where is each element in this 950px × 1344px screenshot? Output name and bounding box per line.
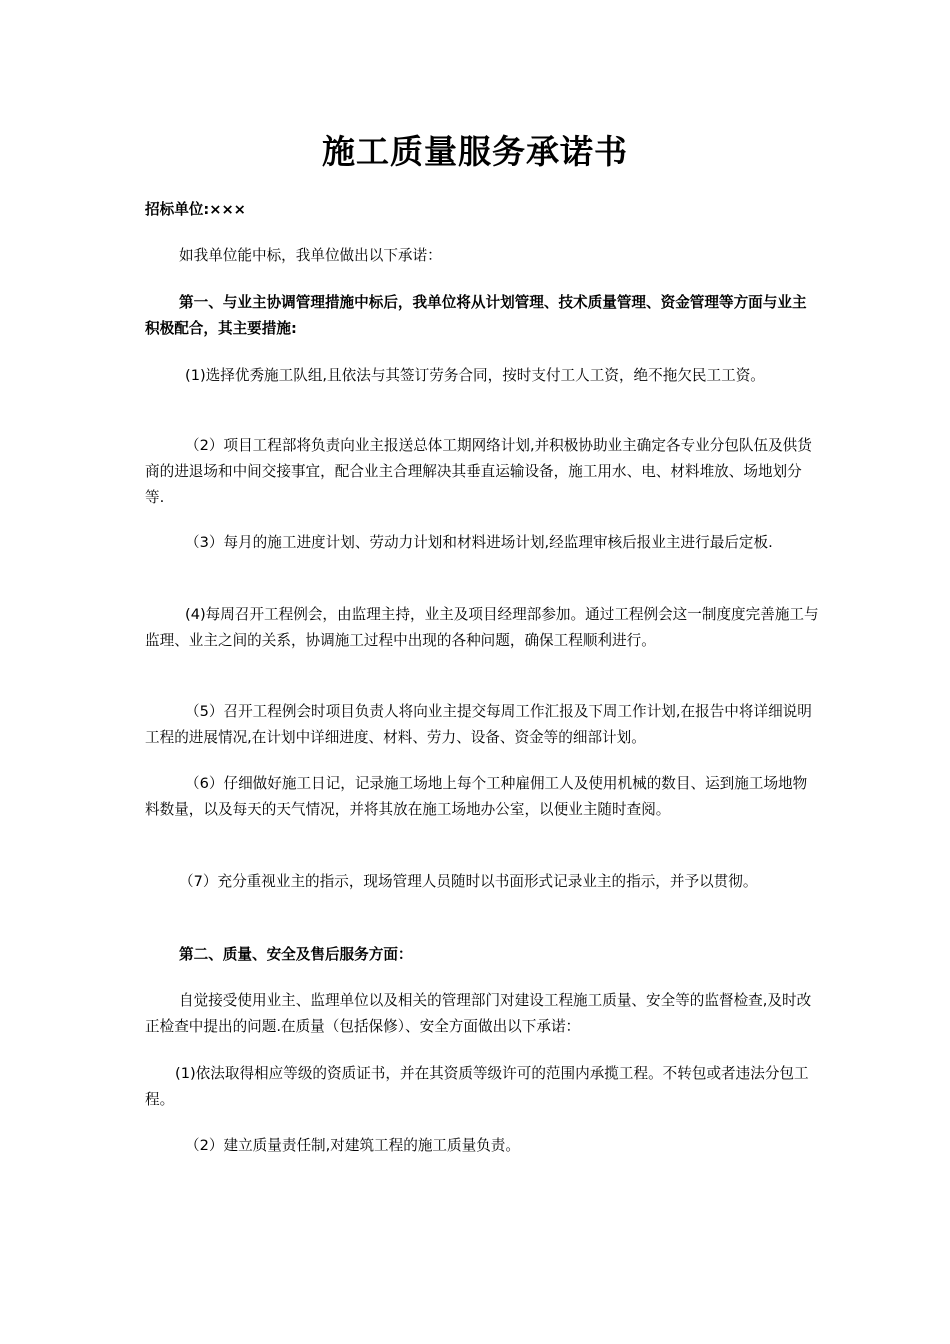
section2-heading: 第二、质量、安全及售后服务方面：	[179, 946, 413, 963]
section1-item-7: （7）充分重视业主的指示，现场管理人员随时以书面形式记录业主的指示，并予以贯彻。	[179, 873, 758, 890]
recipient-line: 招标单位:×××	[145, 201, 246, 218]
section1-item-6: （6）仔细做好施工日记，记录施工场地上每个工种雇佣工人及使用机械的数目、运到施工场地物料数量，以及每天的天气情况，并将其放在施工场地办公室，以便业主随时查阅。	[145, 775, 808, 818]
section2-item-1: (1)依法取得相应等级的资质证书，并在其资质等级许可的范围内承揽工程。不转包或者违法分包工程。	[145, 1065, 809, 1108]
section1-item-1: (1)选择优秀施工队组,且依法与其签订劳务合同，按时支付工人工资，绝不拖欠民工工资。	[185, 367, 765, 384]
section1-item-3: （3）每月的施工进度计划、劳动力计划和材料进场计划,经监理审核后报业主进行最后定板.	[185, 534, 773, 551]
section1-item-4: (4)每周召开工程例会，由监理主持，业主及项目经理部参加。通过工程例会这一制度度完善施工与监理、业主之间的关系，协调施工过程中出现的各种问题，确保工程顺利进行。	[145, 606, 819, 649]
intro-paragraph: 如我单位能中标，我单位做出以下承诺：	[179, 247, 442, 264]
document-title: 施工质量服务承诺书	[322, 132, 628, 171]
section1-item-2: （2）项目工程部将负责向业主报送总体工期网络计划,并积极协助业主确定各专业分包队伍及供货商的进退场和中间交接事宜，配合业主合理解决其垂直运输设备，施工用水、电、材料堆放、场地划分等.	[145, 437, 812, 506]
section1-heading: 第一、与业主协调管理措施中标后，我单位将从计划管理、技术质量管理、资金管理等方面与业主积极配合，其主要措施:	[145, 294, 807, 337]
section1-item-5: （5）召开工程例会时项目负责人将向业主提交每周工作汇报及下周工作计划,在报告中将详细说明工程的进展情况,在计划中详细进度、材料、劳力、设备、资金等的细部计划。	[145, 703, 812, 746]
section2-item-2: （2）建立质量责任制,对建筑工程的施工质量负责。	[185, 1137, 520, 1154]
section2-intro: 自觉接受使用业主、监理单位以及相关的管理部门对建设工程施工质量、安全等的监督检查,及时改正检查中提出的问题.在质量（包括保修）、安全方面做出以下承诺：	[145, 992, 812, 1035]
